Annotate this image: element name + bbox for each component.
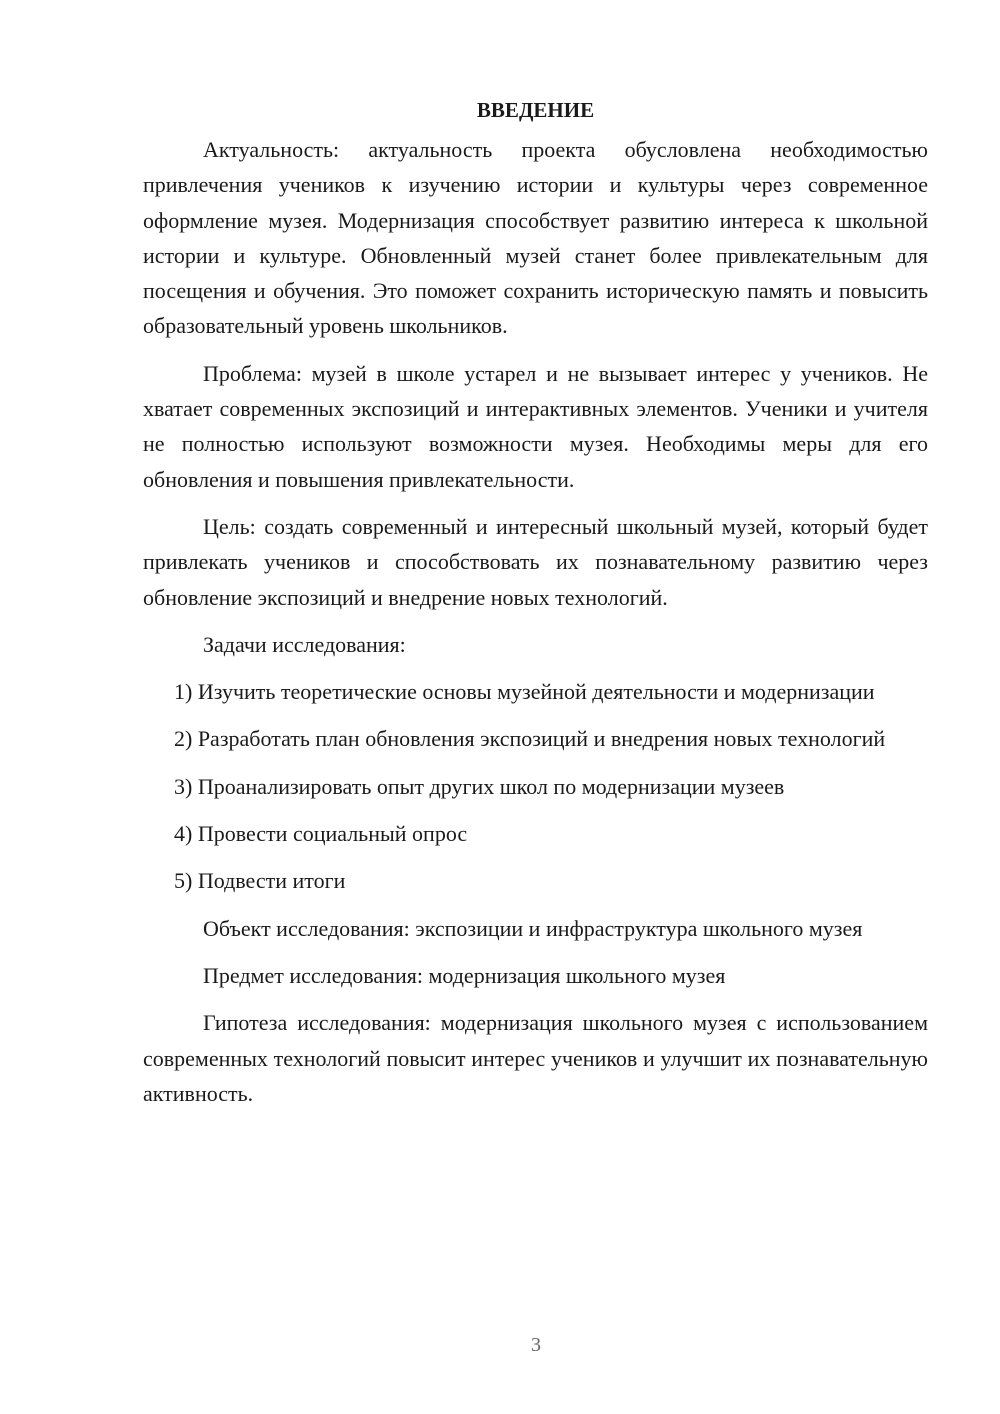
- paragraph-object: Объект исследования: экспозиции и инфраструктура школьного музея: [203, 915, 863, 941]
- paragraph-subject: Предмет исследования: модернизация школьного музея: [203, 962, 726, 988]
- paragraph-hypothesis: Гипотеза исследования: модернизация школьного музея с использованием современных технологий повысит интерес учеников и улучшит их познавательную активность.: [143, 1010, 928, 1106]
- paragraph-relevance: Актуальность: актуальность проекта обусловлена необходимостью привлечения учеников к изучению истории и культуры через современное оформление музея. Модернизация способствует развитию интереса к школьной истории и культуре. Обновленный музей станет более привлекательным для посещения и обучения. Это поможет сохранить историческую память и повысить образовательный уровень школьников.: [143, 137, 928, 339]
- task-item-4: 4) Провести социальный опрос: [174, 821, 468, 847]
- page-title: ВВЕДЕНИЕ: [476, 98, 595, 122]
- task-item-1: 1) Изучить теоретические основы музейной деятельности и модернизации: [174, 679, 875, 705]
- paragraph-goal: Цель: создать современный и интересный школьный музей, который будет привлекать учеников и способствовать их познавательному развитию через обновление экспозиций и внедрение новых технологий.: [143, 513, 928, 610]
- tasks-title: Задачи исследования:: [203, 631, 406, 657]
- document-page: [143, 92, 928, 1123]
- page-number: 3: [531, 1334, 541, 1356]
- paragraph-problem: Проблема: музей в школе устарел и не вызывает интерес у учеников. Не хватает современных экспозиций и интерактивных элементов. Ученики и учителя не полностью используют возможности музея. Необходимы меры для его обновления и повышения привлекательности.: [143, 360, 928, 492]
- task-item-2: 2) Разработать план обновления экспозиций и внедрения новых технологий: [174, 726, 886, 752]
- task-item-5: 5) Подвести итоги: [174, 868, 346, 894]
- task-item-3: 3) Проанализировать опыт других школ по модернизации музеев: [174, 773, 785, 799]
